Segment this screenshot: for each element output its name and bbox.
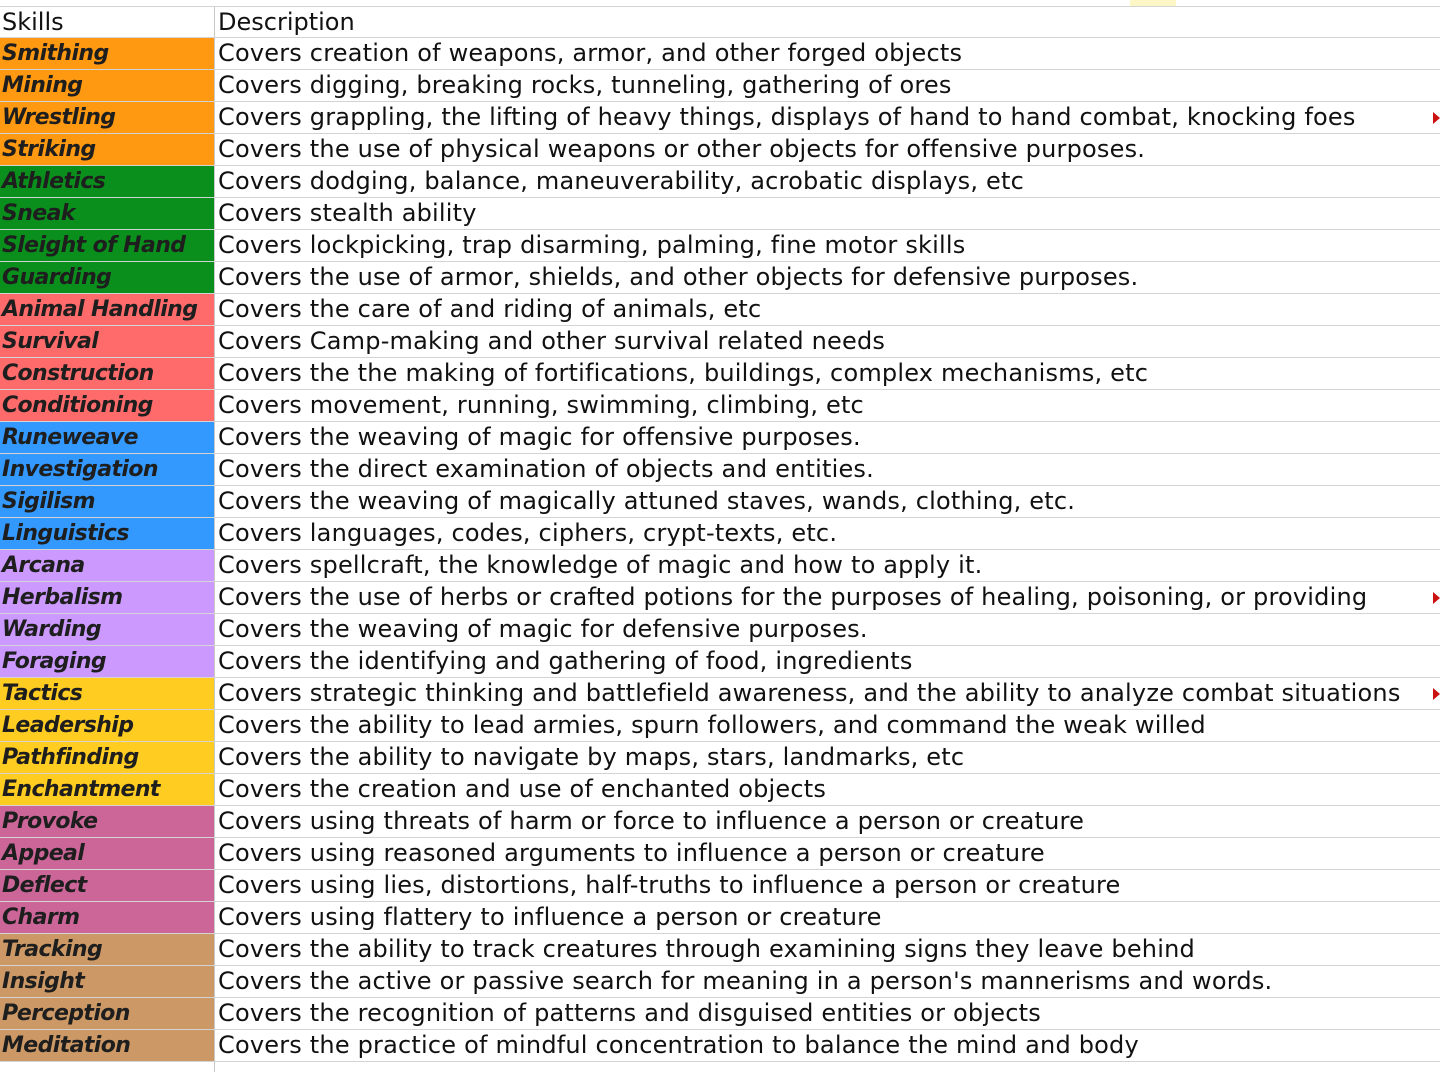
description-text: Covers creation of weapons, armor, and other forged objects xyxy=(218,39,963,67)
table-row xyxy=(0,390,1440,422)
table-row xyxy=(0,838,1440,870)
description-text: Covers the ability to navigate by maps, stars, landmarks, etc xyxy=(218,743,965,771)
skill-name-cell[interactable]: Arcana xyxy=(0,550,215,581)
skill-name-cell[interactable]: Meditation xyxy=(0,1030,215,1061)
description-text: Covers using threats of harm or force to influence a person or creature xyxy=(218,807,1085,835)
table-row xyxy=(0,198,1440,230)
table-row xyxy=(0,294,1440,326)
description-text: Covers strategic thinking and battlefield awareness, and the ability to analyze combat situations xyxy=(218,679,1401,707)
table-row xyxy=(0,230,1440,262)
skill-name-cell[interactable]: Provoke xyxy=(0,806,215,837)
skill-description-cell[interactable] xyxy=(215,422,1440,453)
skill-description-cell[interactable] xyxy=(215,678,1440,709)
skill-name-cell[interactable]: Insight xyxy=(0,966,215,997)
skill-description-cell[interactable] xyxy=(215,934,1440,965)
table-row xyxy=(0,518,1440,550)
description-text: Covers dodging, balance, maneuverability, acrobatic displays, etc xyxy=(218,167,1024,195)
skill-name-cell[interactable]: Warding xyxy=(0,614,215,645)
skill-description-cell[interactable] xyxy=(215,614,1440,645)
skill-description-cell[interactable] xyxy=(215,486,1440,517)
skill-name-cell[interactable]: Foraging xyxy=(0,646,215,677)
skill-description-cell[interactable] xyxy=(215,646,1440,677)
text-overflow-arrow-icon xyxy=(1433,112,1440,124)
skill-name-cell[interactable]: Tactics xyxy=(0,678,215,709)
skill-description-cell[interactable] xyxy=(215,454,1440,485)
table-row xyxy=(0,646,1440,678)
description-text: Covers Camp-making and other survival related needs xyxy=(218,327,886,355)
skill-description-cell[interactable] xyxy=(215,998,1440,1029)
table-row xyxy=(0,326,1440,358)
table-row xyxy=(0,166,1440,198)
table-row xyxy=(0,486,1440,518)
description-text: Covers the identifying and gathering of food, ingredients xyxy=(218,647,913,675)
skill-name-cell[interactable]: Wrestling xyxy=(0,102,215,133)
skill-name-cell[interactable]: Appeal xyxy=(0,838,215,869)
header-row xyxy=(0,6,1440,38)
skill-description-cell[interactable] xyxy=(215,838,1440,869)
skill-description-cell[interactable] xyxy=(215,518,1440,549)
column-border-tail xyxy=(0,1062,215,1072)
skill-name-cell[interactable]: Leadership xyxy=(0,710,215,741)
skill-name-cell[interactable]: Perception xyxy=(0,998,215,1029)
table-row xyxy=(0,614,1440,646)
table-row xyxy=(0,550,1440,582)
skill-name-cell[interactable]: Sleight of Hand xyxy=(0,230,215,261)
description-text: Covers spellcraft, the knowledge of magic and how to apply it. xyxy=(218,551,983,579)
table-row xyxy=(0,806,1440,838)
table-row xyxy=(0,70,1440,102)
table-row xyxy=(0,454,1440,486)
description-text: Covers using lies, distortions, half-truths to influence a person or creature xyxy=(218,871,1121,899)
table-row xyxy=(0,358,1440,390)
skill-name-cell[interactable]: Striking xyxy=(0,134,215,165)
skill-name-cell[interactable]: Tracking xyxy=(0,934,215,965)
description-text: Covers the direct examination of objects and entities. xyxy=(218,455,874,483)
skill-name-cell[interactable]: Sigilism xyxy=(0,486,215,517)
skill-name-cell[interactable]: Enchantment xyxy=(0,774,215,805)
skill-name-cell[interactable]: Mining xyxy=(0,70,215,101)
table-row xyxy=(0,774,1440,806)
skill-name-cell[interactable]: Runeweave xyxy=(0,422,215,453)
description-text: Covers the care of and riding of animals, etc xyxy=(218,295,762,323)
skill-description-cell[interactable] xyxy=(215,230,1440,261)
table-row xyxy=(0,902,1440,934)
table-row xyxy=(0,1030,1440,1062)
text-overflow-arrow-icon xyxy=(1433,592,1440,604)
table-row xyxy=(0,678,1440,710)
table-row xyxy=(0,38,1440,70)
skill-description-cell[interactable] xyxy=(215,358,1440,389)
description-text: Covers the recognition of patterns and disguised entities or objects xyxy=(218,999,1041,1027)
skill-description-cell[interactable] xyxy=(215,134,1440,165)
skill-name-cell[interactable]: Charm xyxy=(0,902,215,933)
skill-name-cell[interactable]: Construction xyxy=(0,358,215,389)
skill-description-cell[interactable] xyxy=(215,774,1440,805)
description-text: Covers the ability to lead armies, spurn followers, and command the weak willed xyxy=(218,711,1206,739)
description-text: Covers languages, codes, ciphers, crypt-texts, etc. xyxy=(218,519,838,547)
description-text: Covers the weaving of magic for defensive purposes. xyxy=(218,615,868,643)
table-row xyxy=(0,102,1440,134)
table-row xyxy=(0,710,1440,742)
description-text: Covers using reasoned arguments to influence a person or creature xyxy=(218,839,1045,867)
skill-name-cell[interactable]: Conditioning xyxy=(0,390,215,421)
skill-description-cell[interactable] xyxy=(215,870,1440,901)
description-text: Covers the use of herbs or crafted potions for the purposes of healing, poisoning, or providing xyxy=(218,583,1368,611)
description-text: Covers the active or passive search for meaning in a person's mannerisms and words. xyxy=(218,967,1273,995)
description-text: Covers stealth ability xyxy=(218,199,477,227)
text-overflow-arrow-icon xyxy=(1433,688,1440,700)
description-text: Covers movement, running, swimming, climbing, etc xyxy=(218,391,864,419)
description-text: Covers lockpicking, trap disarming, palming, fine motor skills xyxy=(218,231,966,259)
table-row xyxy=(0,742,1440,774)
skill-description-cell[interactable] xyxy=(215,582,1440,613)
table-row xyxy=(0,966,1440,998)
description-text: Covers the weaving of magic for offensive purposes. xyxy=(218,423,861,451)
description-text: Covers using flattery to influence a person or creature xyxy=(218,903,882,931)
skill-name-cell[interactable]: Pathfinding xyxy=(0,742,215,773)
skill-description-cell[interactable] xyxy=(215,550,1440,581)
table-row xyxy=(0,998,1440,1030)
skill-name-cell[interactable]: Smithing xyxy=(0,38,215,69)
description-text: Covers the practice of mindful concentration to balance the mind and body xyxy=(218,1031,1139,1059)
skill-description-cell[interactable] xyxy=(215,198,1440,229)
skill-description-cell[interactable] xyxy=(215,262,1440,293)
skill-description-cell[interactable] xyxy=(215,742,1440,773)
skill-description-cell[interactable] xyxy=(215,326,1440,357)
skill-description-cell[interactable] xyxy=(215,390,1440,421)
skill-name-cell[interactable]: Sneak xyxy=(0,198,215,229)
skill-description-cell[interactable] xyxy=(215,70,1440,101)
table-row xyxy=(0,870,1440,902)
description-text: Covers the ability to track creatures through examining signs they leave behind xyxy=(218,935,1195,963)
skill-description-cell[interactable] xyxy=(215,966,1440,997)
skill-description-cell[interactable] xyxy=(215,294,1440,325)
skill-name-cell[interactable]: Guarding xyxy=(0,262,215,293)
skill-description-cell[interactable] xyxy=(215,902,1440,933)
header-skills-cell[interactable]: Skills xyxy=(0,7,215,37)
skill-name-cell[interactable]: Athletics xyxy=(0,166,215,197)
table-row xyxy=(0,134,1440,166)
table-row xyxy=(0,582,1440,614)
skill-description-cell[interactable] xyxy=(215,806,1440,837)
skill-name-cell[interactable]: Investigation xyxy=(0,454,215,485)
table-row xyxy=(0,934,1440,966)
skill-name-cell[interactable]: Deflect xyxy=(0,870,215,901)
skill-name-cell[interactable]: Herbalism xyxy=(0,582,215,613)
description-text: Covers the the making of fortifications, buildings, complex mechanisms, etc xyxy=(218,359,1149,387)
table-row xyxy=(0,422,1440,454)
description-text: Covers digging, breaking rocks, tunneling, gathering of ores xyxy=(218,71,952,99)
description-text: Covers the use of physical weapons or other objects for offensive purposes. xyxy=(218,135,1146,163)
skill-name-cell[interactable]: Animal Handling xyxy=(0,294,215,325)
header-description-cell[interactable]: Description xyxy=(215,7,1440,37)
description-text: Covers the creation and use of enchanted objects xyxy=(218,775,827,803)
skill-description-cell[interactable] xyxy=(215,1030,1440,1061)
skills-spreadsheet xyxy=(0,6,1440,1062)
table-row xyxy=(0,262,1440,294)
description-text: Covers the use of armor, shields, and other objects for defensive purposes. xyxy=(218,263,1139,291)
skill-name-cell[interactable]: Linguistics xyxy=(0,518,215,549)
skill-description-cell[interactable] xyxy=(215,102,1440,133)
skill-description-cell[interactable] xyxy=(215,166,1440,197)
skill-rows xyxy=(0,38,1440,1062)
skill-description-cell[interactable] xyxy=(215,38,1440,69)
skill-name-cell[interactable]: Survival xyxy=(0,326,215,357)
description-text: Covers the weaving of magically attuned staves, wands, clothing, etc. xyxy=(218,487,1076,515)
skill-description-cell[interactable] xyxy=(215,710,1440,741)
description-text: Covers grappling, the lifting of heavy things, displays of hand to hand combat, knocking foes xyxy=(218,103,1356,131)
